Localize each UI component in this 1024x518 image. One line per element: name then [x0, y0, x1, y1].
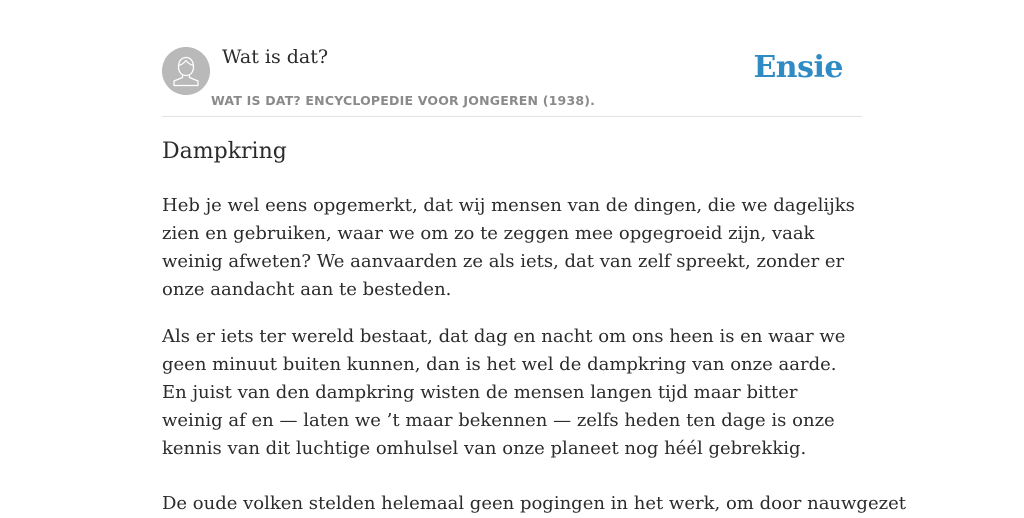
page-container — [162, 0, 906, 514]
source-subtitle[interactable]: WAT IS DAT? ENCYCLOPEDIE VOOR JONGEREN (1938). — [211, 93, 596, 108]
source-header — [162, 0, 862, 117]
article-paragraph: De oude volken stelden helemaal geen pogingen in het werk, om door nauwgezet — [162, 493, 906, 514]
user-avatar-icon[interactable] — [162, 47, 210, 95]
article-title: Dampkring — [162, 139, 287, 164]
source-title[interactable]: Wat is dat? — [222, 46, 329, 68]
article-paragraph: Heb je wel eens opgemerkt, dat wij mensen van de dingen, die we dagelijks zien en gebruiken, waar we om zo te zeggen mee opgegroeid zijn, vaak weinig afweten? We aanvaarden ze als iets, dat van zelf spreekt, zonder er onze aandacht aan te besteden. — [162, 195, 855, 300]
article-paragraph: Als er iets ter wereld bestaat, dat dag en nacht om ons heen is en waar we geen minuut buiten kunnen, dan is het wel de dampkring van onze aarde. En juist van den dampkring wisten de mensen langen tijd maar bitter weinig af en — laten we ’t maar bekennen — zelfs heden ten dage is onze kennis van dit luchtige omhulsel van onze planeet nog héél gebrekkig. — [162, 326, 846, 459]
brand-logo[interactable]: Ensie — [753, 50, 843, 85]
